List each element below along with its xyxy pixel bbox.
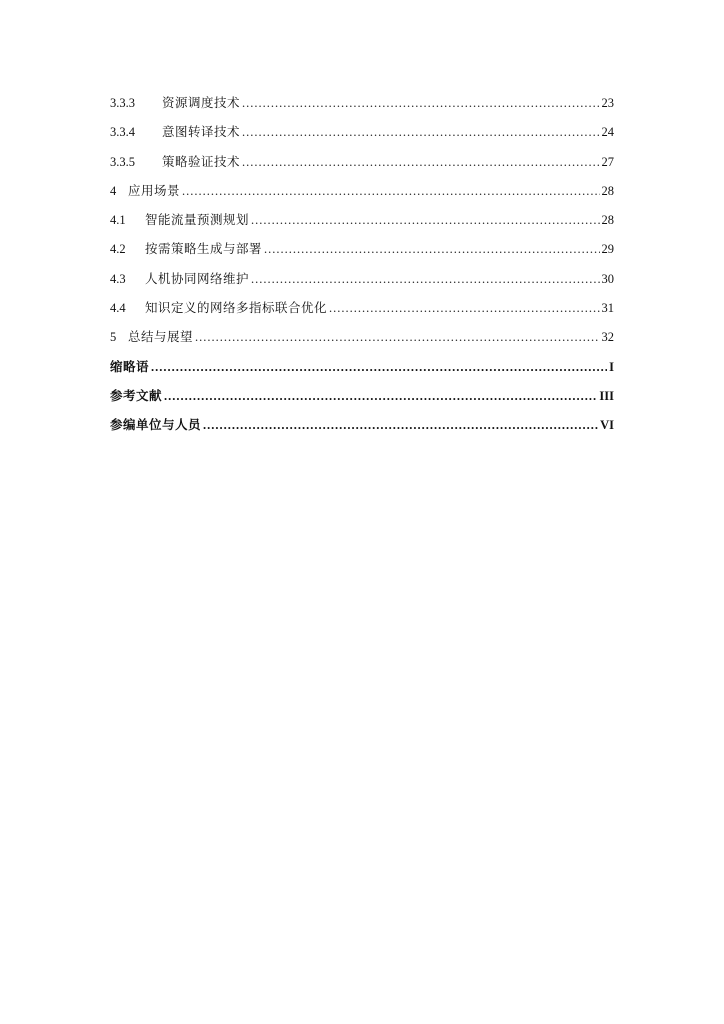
dot-leader — [242, 94, 599, 112]
toc-entry-3-3-5[interactable] — [110, 153, 614, 182]
toc-page-number: I — [609, 359, 614, 374]
toc-number: 4.3 — [110, 271, 126, 286]
toc-page-number: 31 — [601, 301, 614, 316]
dot-leader — [164, 387, 597, 405]
toc-title: 参考文献 — [110, 388, 163, 403]
toc-entry-4-1[interactable] — [110, 211, 614, 240]
toc-page-number: VI — [600, 418, 614, 433]
dot-leader — [251, 211, 599, 229]
toc-title: 策略验证技术 — [162, 154, 241, 169]
toc-title: 参编单位与人员 — [110, 418, 202, 433]
toc-title: 智能流量预测规划 — [145, 213, 250, 228]
dot-leader — [242, 123, 599, 141]
toc-number: 3.3.3 — [110, 96, 135, 110]
toc-entry-4[interactable] — [110, 182, 614, 211]
toc-title: 意图转译技术 — [162, 125, 241, 140]
toc-page-number: III — [599, 388, 614, 403]
toc-entry-4-3[interactable] — [110, 270, 614, 299]
toc-entry-3-3-3[interactable] — [110, 94, 614, 123]
toc-title: 总结与展望 — [128, 330, 194, 345]
toc-entry-abbreviations[interactable] — [110, 358, 614, 387]
toc-title: 知识定义的网络多指标联合优化 — [145, 301, 328, 316]
toc-title: 人机协同网络维护 — [145, 271, 250, 286]
toc-page-number: 28 — [601, 213, 614, 228]
toc-page-number: 28 — [601, 183, 614, 198]
dot-leader — [195, 328, 599, 346]
dot-leader — [329, 299, 599, 317]
toc-title: 资源调度技术 — [162, 96, 241, 110]
toc-number: 4.2 — [110, 242, 126, 257]
dot-leader — [242, 153, 599, 171]
dot-leader — [251, 270, 599, 288]
toc-entry-3-3-4[interactable] — [110, 123, 614, 152]
toc-entry-5[interactable] — [110, 328, 614, 357]
toc-entry-references[interactable] — [110, 387, 614, 416]
toc-number: 3.3.4 — [110, 125, 135, 140]
toc-number: 5 — [110, 330, 117, 345]
dot-leader — [151, 358, 607, 376]
toc-number: 3.3.5 — [110, 154, 135, 169]
toc-entry-4-2[interactable] — [110, 240, 614, 269]
toc-entry-contributors[interactable] — [110, 416, 614, 445]
toc-page-number: 32 — [601, 330, 614, 345]
toc-title: 应用场景 — [128, 183, 181, 198]
toc-page-number: 23 — [601, 96, 614, 110]
toc-page-number: 30 — [601, 271, 614, 286]
dot-leader — [264, 240, 599, 258]
toc-number: 4.1 — [110, 213, 126, 228]
toc-page-number: 27 — [601, 154, 614, 169]
dot-leader — [182, 182, 599, 200]
toc-title: 缩略语 — [110, 359, 150, 374]
dot-leader — [203, 416, 598, 434]
toc-page-number: 29 — [601, 242, 614, 257]
toc-page-number: 24 — [601, 125, 614, 140]
toc-number: 4.4 — [110, 301, 126, 316]
toc-entry-4-4[interactable] — [110, 299, 614, 328]
toc-number: 4 — [110, 183, 117, 198]
table-of-contents — [110, 94, 614, 446]
toc-title: 按需策略生成与部署 — [145, 242, 263, 257]
